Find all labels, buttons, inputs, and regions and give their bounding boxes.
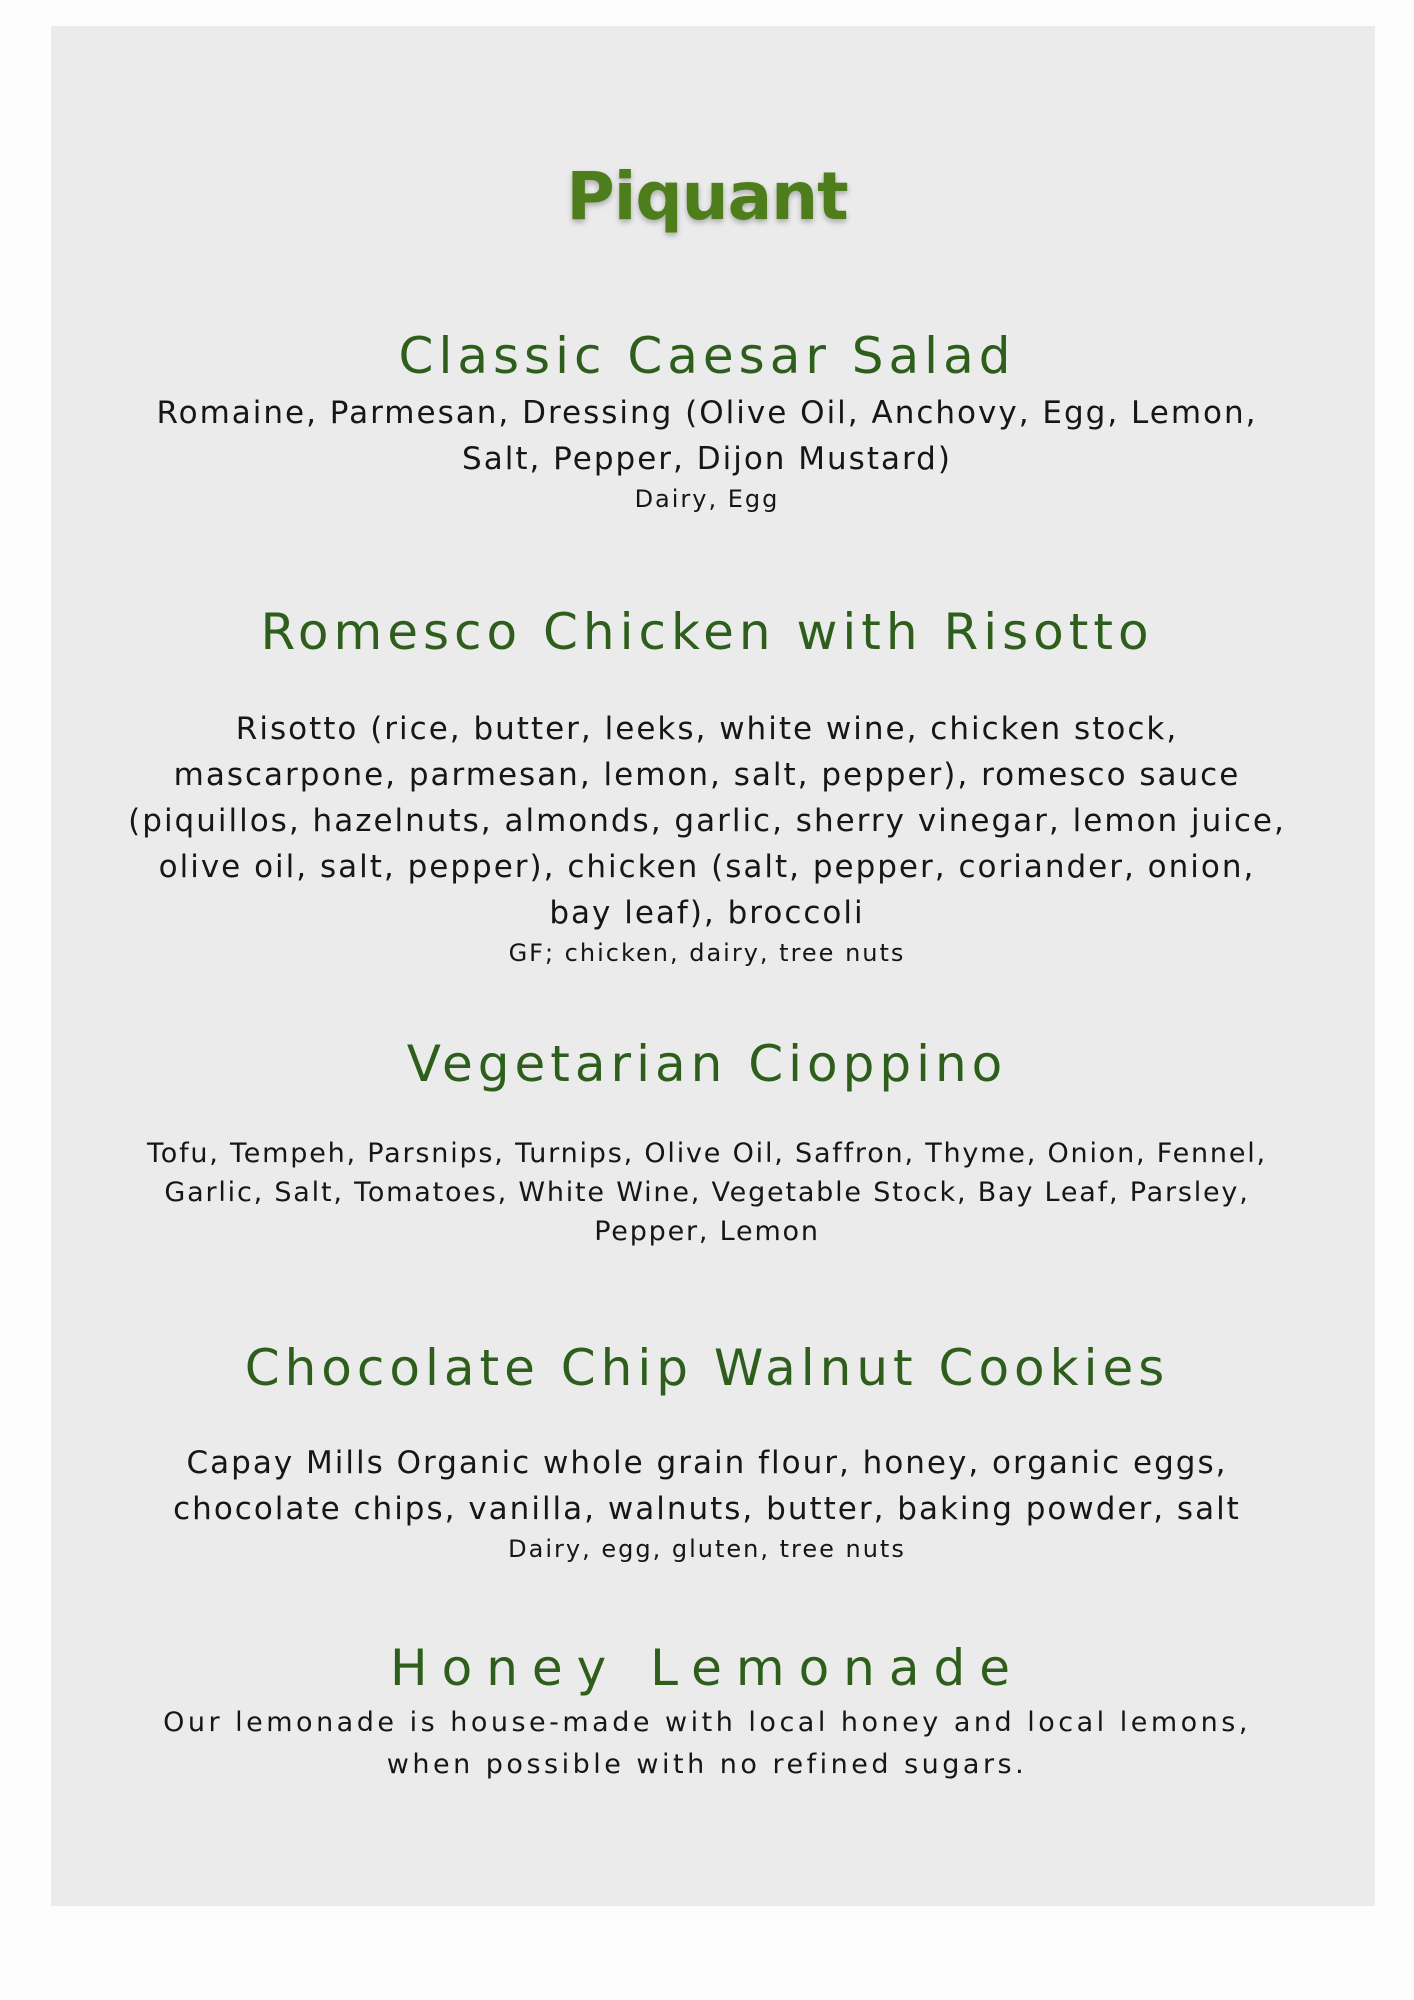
dish-description-line: mascarpone, parmesan, lemon, salt, pepper), romesco sauce (173, 757, 1241, 793)
dish-description-line: olive oil, salt, pepper), chicken (salt, pepper, coriander, onion, (158, 849, 1256, 885)
menu-item-honey-lemonade (80, 1638, 1334, 1786)
dish-description-line: Risotto (rice, butter, leeks, white wine, chicken stock, (235, 711, 1179, 747)
dish-description-line: bay leaf), broccoli (549, 895, 865, 931)
menu-item-chocolate-chip-cookies (80, 1338, 1334, 1566)
dish-description-line: Pepper, Lemon (594, 1216, 820, 1247)
dish-allergens: Dairy, Egg (634, 485, 780, 513)
dish-description-line: Romaine, Parmesan, Dressing (Olive Oil, Anchovy, Egg, Lemon, (156, 395, 1258, 431)
dish-title: Honey Lemonade (390, 1639, 1024, 1697)
dish-allergens: GF; chicken, dairy, tree nuts (508, 939, 906, 967)
dish-description-line: Garlic, Salt, Tomatoes, White Wine, Vegetable Stock, Bay Leaf, Parsley, (164, 1177, 1250, 1208)
dish-title: Romesco Chicken with Risotto (260, 603, 1154, 661)
dish-description-line: when possible with no refined sugars. (386, 1749, 1028, 1780)
dish-description-line: Tofu, Tempeh, Parsnips, Turnips, Olive Oil, Saffron, Thyme, Onion, Fennel, (147, 1138, 1267, 1169)
dish-allergens: Dairy, egg, gluten, tree nuts (508, 1535, 906, 1563)
menu-item-caesar-salad (80, 326, 1334, 516)
dish-title: Vegetarian Cioppino (406, 1035, 1008, 1093)
menu-item-romesco-chicken (80, 602, 1334, 970)
dish-description-line: (piquillos, hazelnuts, almonds, garlic, sherry vinegar, lemon juice, (128, 803, 1286, 839)
dish-description-line: Capay Mills Organic whole grain flour, honey, organic eggs, (186, 1445, 1228, 1481)
dish-description-line: Salt, Pepper, Dijon Mustard) (462, 441, 952, 477)
dish-description-line: Our lemonade is house-made with local honey and local lemons, (163, 1707, 1251, 1738)
dish-title: Chocolate Chip Walnut Cookies (244, 1339, 1170, 1397)
menu-item-vegetarian-cioppino (80, 1034, 1334, 1251)
restaurant-name: Piquant (566, 158, 848, 235)
dish-description-line: chocolate chips, vanilla, walnuts, butter, baking powder, salt (173, 1491, 1241, 1527)
dish-title: Classic Caesar Salad (398, 327, 1016, 385)
